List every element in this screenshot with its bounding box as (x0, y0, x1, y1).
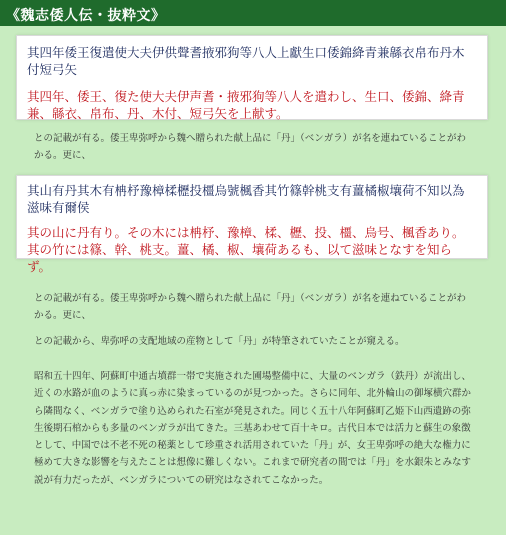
quote-box-2 (16, 175, 488, 274)
kanbun-text-2: 其山有丹其木有柟杼豫樟楺櫪投橿烏號楓香其竹篠幹桃支有薑橘椒壤荷不知以為滋味有爾侯 (27, 183, 465, 215)
kanbun-text-1: 其四年倭王復遣使大夫伊供聲耆掖邪狗等八人上獻生口倭錦絳青兼緜衣帛布丹木付短弓矢 (27, 45, 465, 77)
paragraph-2: との記載が有る。倭王卑弥呼から魏へ贈られた献上品に「丹」（ベンガラ）が名を連ねていることがわかる。更に、 (34, 293, 467, 321)
title-bar (0, 0, 506, 26)
reading-text-1: 其四年、倭王、復た使大夫伊声耆・掖邪狗等八人を遣わし、生口、倭錦、絳青兼、緜衣、帛布、丹、木付、短弓矢を上献す。 (27, 89, 465, 121)
reading-text-2: 其の山に丹有り。その木には柟杼、豫樟、楺、櫪、投、橿、烏号、楓香あり。其の竹には篠、幹、桃支。薑、橘、椒、壤荷あるも、以て滋味となすを知らず。 (27, 225, 465, 274)
quote-box-1 (16, 35, 488, 120)
paragraph-4: 昭和五十四年、阿蘇町中通古墳群一帯で実施された圃場整備中に、大量のベンガラ（鉄丹）が流出し、近くの水路が血のように真っ赤に染まっているのが見つかった。さらに同年、北外輪山の御塚横穴群から隣間なく、ベンガラで塗り込められた石室が発見された。同じく五十八年阿蘇町乙姫下山西遺跡の弥生後期石棺からも多量のベンガラが出てきた。三基あわせて百十キロ。古代日本では活力と蘇生の象徴として、中国では不老不死の秘薬として珍重され活用されていた「丹」が、女王卑弥呼の絶大な権力に極めて大きな影響を与えたことは想像に難しくない。これまで研究者の間では「丹」を水銀朱とみなす説が有力だったが、ベンガラについての研究はなされてこなかった。 (34, 371, 472, 486)
paragraph-1: との記載が有る。倭王卑弥呼から魏へ贈られた献上品に「丹」（ベンガラ）が名を連ねていることがわかる。更に、 (34, 133, 467, 161)
paragraph-3: との記載から、卑弥呼の支配地域の産物として「丹」が特筆されていたことが窺える。 (34, 336, 405, 347)
page-title: 《魏志倭人伝・抜粋文》 (6, 8, 166, 24)
